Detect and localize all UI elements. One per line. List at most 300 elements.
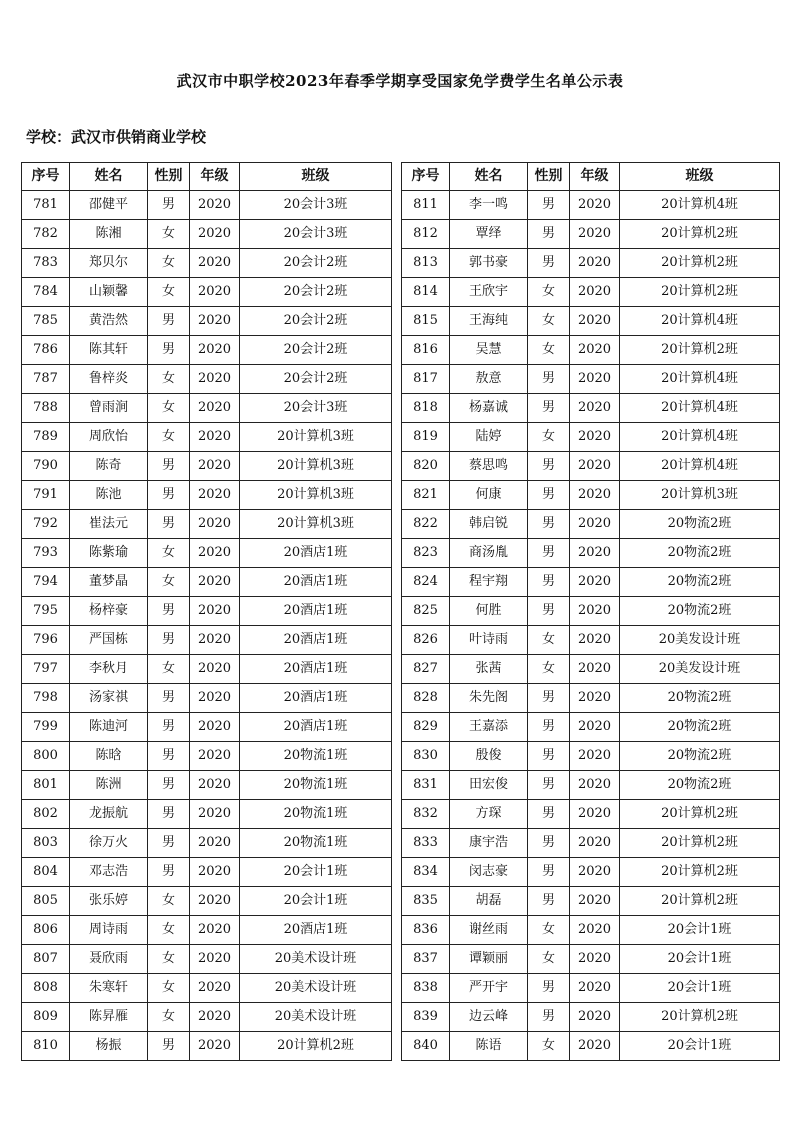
cell-name: 李一鸣	[450, 191, 528, 220]
cell-index: 810	[22, 1032, 70, 1061]
cell-class: 20计算机2班	[620, 800, 780, 829]
cell-class: 20会计2班	[240, 307, 392, 336]
table-row	[22, 829, 392, 858]
cell-index: 803	[22, 829, 70, 858]
cell-index: 813	[402, 249, 450, 278]
cell-name: 董梦晶	[70, 568, 148, 597]
cell-gender: 男	[528, 684, 570, 713]
cell-index: 824	[402, 568, 450, 597]
cell-class: 20计算机2班	[620, 887, 780, 916]
cell-grade: 2020	[190, 684, 240, 713]
cell-grade: 2020	[190, 191, 240, 220]
cell-grade: 2020	[190, 974, 240, 1003]
roster-body-right	[402, 191, 780, 1061]
cell-class: 20物流2班	[620, 713, 780, 742]
cell-class: 20计算机4班	[620, 452, 780, 481]
roster-body-left	[22, 191, 392, 1061]
cell-index: 800	[22, 742, 70, 771]
cell-name: 程宇翔	[450, 568, 528, 597]
cell-name: 陈奇	[70, 452, 148, 481]
table-row	[402, 394, 780, 423]
cell-grade: 2020	[570, 829, 620, 858]
cell-gender: 女	[528, 916, 570, 945]
cell-grade: 2020	[570, 1032, 620, 1061]
table-row	[402, 1003, 780, 1032]
table-row	[22, 510, 392, 539]
cell-index: 811	[402, 191, 450, 220]
cell-grade: 2020	[570, 365, 620, 394]
header-grade: 年级	[570, 163, 620, 191]
cell-index: 802	[22, 800, 70, 829]
header-gender: 性别	[528, 163, 570, 191]
cell-gender: 男	[528, 771, 570, 800]
table-row	[402, 220, 780, 249]
cell-index: 805	[22, 887, 70, 916]
cell-class: 20会计2班	[240, 278, 392, 307]
cell-gender: 女	[528, 307, 570, 336]
cell-name: 郭书豪	[450, 249, 528, 278]
cell-index: 807	[22, 945, 70, 974]
cell-name: 崔法元	[70, 510, 148, 539]
cell-index: 825	[402, 597, 450, 626]
cell-name: 周诗雨	[70, 916, 148, 945]
cell-gender: 男	[528, 568, 570, 597]
table-row	[22, 655, 392, 684]
table-row	[402, 713, 780, 742]
cell-grade: 2020	[190, 568, 240, 597]
table-row	[402, 336, 780, 365]
cell-class: 20会计1班	[240, 858, 392, 887]
table-row	[22, 974, 392, 1003]
cell-grade: 2020	[190, 220, 240, 249]
cell-name: 谭颖丽	[450, 945, 528, 974]
cell-gender: 女	[148, 887, 190, 916]
table-row	[402, 858, 780, 887]
cell-gender: 男	[148, 597, 190, 626]
cell-class: 20物流2班	[620, 539, 780, 568]
cell-name: 鲁梓炎	[70, 365, 148, 394]
cell-index: 794	[22, 568, 70, 597]
cell-gender: 男	[148, 713, 190, 742]
cell-name: 王欣宇	[450, 278, 528, 307]
cell-grade: 2020	[190, 452, 240, 481]
table-row	[22, 278, 392, 307]
cell-index: 798	[22, 684, 70, 713]
cell-name: 黄浩然	[70, 307, 148, 336]
cell-index: 786	[22, 336, 70, 365]
cell-index: 809	[22, 1003, 70, 1032]
cell-name: 商汤胤	[450, 539, 528, 568]
cell-name: 田宏俊	[450, 771, 528, 800]
cell-grade: 2020	[190, 1032, 240, 1061]
cell-gender: 女	[148, 220, 190, 249]
cell-name: 严国栋	[70, 626, 148, 655]
cell-name: 何康	[450, 481, 528, 510]
table-row	[22, 1003, 392, 1032]
cell-gender: 男	[148, 1032, 190, 1061]
cell-class: 20会计3班	[240, 191, 392, 220]
cell-index: 795	[22, 597, 70, 626]
cell-gender: 男	[528, 394, 570, 423]
cell-gender: 女	[148, 568, 190, 597]
cell-index: 781	[22, 191, 70, 220]
table-row	[402, 626, 780, 655]
cell-name: 蔡思鸣	[450, 452, 528, 481]
cell-name: 朱寒轩	[70, 974, 148, 1003]
cell-name: 康宇浩	[450, 829, 528, 858]
cell-index: 822	[402, 510, 450, 539]
cell-class: 20计算机4班	[620, 423, 780, 452]
table-row	[402, 423, 780, 452]
cell-gender: 女	[148, 916, 190, 945]
cell-class: 20会计1班	[620, 916, 780, 945]
cell-gender: 女	[148, 974, 190, 1003]
table-row	[22, 568, 392, 597]
cell-index: 784	[22, 278, 70, 307]
cell-grade: 2020	[570, 481, 620, 510]
cell-gender: 男	[528, 800, 570, 829]
cell-grade: 2020	[570, 974, 620, 1003]
table-row	[402, 916, 780, 945]
cell-grade: 2020	[190, 336, 240, 365]
cell-class: 20物流1班	[240, 800, 392, 829]
cell-gender: 男	[148, 800, 190, 829]
cell-grade: 2020	[190, 249, 240, 278]
cell-index: 833	[402, 829, 450, 858]
cell-class: 20物流1班	[240, 742, 392, 771]
table-row	[22, 597, 392, 626]
cell-class: 20计算机2班	[620, 278, 780, 307]
cell-grade: 2020	[190, 887, 240, 916]
cell-class: 20计算机3班	[240, 481, 392, 510]
cell-index: 817	[402, 365, 450, 394]
cell-gender: 男	[148, 510, 190, 539]
cell-gender: 男	[528, 858, 570, 887]
cell-grade: 2020	[190, 278, 240, 307]
table-row	[22, 887, 392, 916]
cell-index: 790	[22, 452, 70, 481]
cell-grade: 2020	[570, 684, 620, 713]
cell-gender: 女	[148, 394, 190, 423]
cell-gender: 男	[148, 771, 190, 800]
cell-name: 谢丝雨	[450, 916, 528, 945]
cell-class: 20物流2班	[620, 742, 780, 771]
cell-grade: 2020	[190, 800, 240, 829]
cell-name: 邵健平	[70, 191, 148, 220]
cell-grade: 2020	[190, 481, 240, 510]
cell-index: 819	[402, 423, 450, 452]
cell-index: 812	[402, 220, 450, 249]
cell-index: 801	[22, 771, 70, 800]
cell-class: 20计算机4班	[620, 191, 780, 220]
cell-gender: 女	[148, 278, 190, 307]
cell-name: 胡磊	[450, 887, 528, 916]
cell-index: 821	[402, 481, 450, 510]
cell-class: 20会计1班	[240, 887, 392, 916]
cell-class: 20会计1班	[620, 1032, 780, 1061]
cell-index: 789	[22, 423, 70, 452]
cell-index: 835	[402, 887, 450, 916]
cell-grade: 2020	[570, 858, 620, 887]
cell-name: 朱先阁	[450, 684, 528, 713]
cell-gender: 男	[148, 481, 190, 510]
cell-gender: 女	[528, 945, 570, 974]
cell-gender: 女	[148, 249, 190, 278]
table-row	[402, 307, 780, 336]
cell-index: 792	[22, 510, 70, 539]
table-row	[402, 1032, 780, 1061]
cell-grade: 2020	[570, 278, 620, 307]
cell-grade: 2020	[570, 423, 620, 452]
cell-index: 830	[402, 742, 450, 771]
cell-index: 829	[402, 713, 450, 742]
table-row	[22, 191, 392, 220]
cell-gender: 女	[148, 655, 190, 684]
cell-gender: 男	[528, 713, 570, 742]
cell-class: 20计算机3班	[620, 481, 780, 510]
table-row	[22, 713, 392, 742]
cell-name: 陈晗	[70, 742, 148, 771]
cell-grade: 2020	[190, 713, 240, 742]
cell-class: 20物流1班	[240, 829, 392, 858]
cell-class: 20酒店1班	[240, 684, 392, 713]
table-row	[402, 481, 780, 510]
cell-grade: 2020	[190, 423, 240, 452]
header-grade: 年级	[190, 163, 240, 191]
table-row	[402, 278, 780, 307]
cell-class: 20计算机2班	[620, 1003, 780, 1032]
cell-name: 陈湘	[70, 220, 148, 249]
cell-name: 陈池	[70, 481, 148, 510]
document-title: 武汉市中职学校2023年春季学期享受国家免学费学生名单公示表	[176, 72, 624, 90]
cell-name: 陈迪河	[70, 713, 148, 742]
cell-gender: 男	[148, 684, 190, 713]
cell-index: 818	[402, 394, 450, 423]
cell-name: 汤家祺	[70, 684, 148, 713]
cell-grade: 2020	[190, 365, 240, 394]
cell-class: 20计算机2班	[620, 858, 780, 887]
cell-grade: 2020	[190, 626, 240, 655]
table-row	[22, 771, 392, 800]
table-row	[402, 365, 780, 394]
cell-grade: 2020	[190, 742, 240, 771]
cell-grade: 2020	[570, 597, 620, 626]
cell-grade: 2020	[570, 713, 620, 742]
cell-name: 陈昇雁	[70, 1003, 148, 1032]
cell-name: 聂欣雨	[70, 945, 148, 974]
cell-grade: 2020	[570, 655, 620, 684]
school-label: 学校：武汉市供销商业学校	[26, 128, 207, 146]
cell-class: 20美术设计班	[240, 945, 392, 974]
cell-gender: 男	[528, 191, 570, 220]
cell-name: 方琛	[450, 800, 528, 829]
cell-index: 815	[402, 307, 450, 336]
table-row	[402, 191, 780, 220]
cell-class: 20物流2班	[620, 684, 780, 713]
cell-gender: 女	[148, 365, 190, 394]
cell-class: 20计算机2班	[240, 1032, 392, 1061]
cell-class: 20计算机3班	[240, 452, 392, 481]
cell-class: 20会计2班	[240, 249, 392, 278]
table-row	[22, 336, 392, 365]
table-row	[402, 800, 780, 829]
table-row	[402, 249, 780, 278]
cell-grade: 2020	[570, 800, 620, 829]
cell-class: 20物流2班	[620, 771, 780, 800]
cell-class: 20美发设计班	[620, 626, 780, 655]
cell-name: 张茜	[450, 655, 528, 684]
cell-class: 20计算机2班	[620, 829, 780, 858]
cell-class: 20计算机4班	[620, 394, 780, 423]
cell-name: 徐万火	[70, 829, 148, 858]
table-row	[402, 655, 780, 684]
header-row	[22, 163, 392, 191]
table-row	[22, 481, 392, 510]
cell-name: 何胜	[450, 597, 528, 626]
header-name: 姓名	[70, 163, 148, 191]
cell-class: 20计算机2班	[620, 249, 780, 278]
table-row	[22, 452, 392, 481]
cell-name: 山颖馨	[70, 278, 148, 307]
cell-gender: 男	[148, 858, 190, 887]
cell-name: 陈洲	[70, 771, 148, 800]
cell-index: 820	[402, 452, 450, 481]
cell-grade: 2020	[190, 394, 240, 423]
cell-index: 823	[402, 539, 450, 568]
cell-grade: 2020	[570, 539, 620, 568]
cell-class: 20会计2班	[240, 365, 392, 394]
cell-gender: 男	[148, 742, 190, 771]
cell-name: 张乐婷	[70, 887, 148, 916]
cell-name: 边云峰	[450, 1003, 528, 1032]
cell-grade: 2020	[190, 829, 240, 858]
cell-class: 20计算机2班	[620, 336, 780, 365]
cell-grade: 2020	[190, 1003, 240, 1032]
cell-gender: 男	[528, 829, 570, 858]
cell-name: 叶诗雨	[450, 626, 528, 655]
cell-class: 20会计1班	[620, 945, 780, 974]
cell-grade: 2020	[570, 568, 620, 597]
cell-grade: 2020	[570, 394, 620, 423]
cell-gender: 男	[528, 481, 570, 510]
header-gender: 性别	[148, 163, 190, 191]
cell-grade: 2020	[570, 191, 620, 220]
cell-class: 20美术设计班	[240, 1003, 392, 1032]
cell-gender: 男	[528, 974, 570, 1003]
table-row	[22, 365, 392, 394]
cell-name: 郑贝尔	[70, 249, 148, 278]
cell-index: 797	[22, 655, 70, 684]
cell-grade: 2020	[570, 945, 620, 974]
cell-index: 788	[22, 394, 70, 423]
cell-index: 787	[22, 365, 70, 394]
cell-gender: 女	[148, 423, 190, 452]
cell-index: 832	[402, 800, 450, 829]
cell-grade: 2020	[570, 626, 620, 655]
table-row	[22, 800, 392, 829]
cell-index: 816	[402, 336, 450, 365]
cell-index: 837	[402, 945, 450, 974]
cell-name: 杨振	[70, 1032, 148, 1061]
table-row	[22, 423, 392, 452]
cell-index: 799	[22, 713, 70, 742]
cell-gender: 女	[528, 336, 570, 365]
cell-name: 韩启锐	[450, 510, 528, 539]
cell-name: 陈紫瑜	[70, 539, 148, 568]
cell-class: 20酒店1班	[240, 713, 392, 742]
cell-grade: 2020	[190, 858, 240, 887]
cell-gender: 女	[528, 655, 570, 684]
cell-name: 敖意	[450, 365, 528, 394]
table-row	[402, 887, 780, 916]
cell-grade: 2020	[190, 539, 240, 568]
table-row	[22, 916, 392, 945]
table-row	[402, 510, 780, 539]
cell-name: 杨嘉诚	[450, 394, 528, 423]
cell-name: 龙振航	[70, 800, 148, 829]
cell-gender: 男	[528, 249, 570, 278]
cell-class: 20计算机4班	[620, 307, 780, 336]
cell-index: 783	[22, 249, 70, 278]
table-row	[22, 307, 392, 336]
cell-index: 791	[22, 481, 70, 510]
cell-index: 804	[22, 858, 70, 887]
table-row	[22, 945, 392, 974]
cell-gender: 女	[528, 423, 570, 452]
table-row	[402, 568, 780, 597]
cell-grade: 2020	[190, 597, 240, 626]
cell-gender: 男	[528, 539, 570, 568]
cell-gender: 男	[528, 887, 570, 916]
cell-class: 20物流2班	[620, 510, 780, 539]
cell-gender: 男	[528, 742, 570, 771]
cell-gender: 男	[528, 452, 570, 481]
cell-grade: 2020	[570, 1003, 620, 1032]
cell-gender: 男	[528, 597, 570, 626]
cell-gender: 男	[148, 307, 190, 336]
cell-gender: 男	[148, 829, 190, 858]
cell-index: 834	[402, 858, 450, 887]
table-row	[402, 539, 780, 568]
roster-table-right	[401, 162, 780, 1061]
cell-name: 陈语	[450, 1032, 528, 1061]
cell-gender: 男	[528, 220, 570, 249]
table-row	[402, 597, 780, 626]
cell-class: 20美发设计班	[620, 655, 780, 684]
cell-grade: 2020	[570, 249, 620, 278]
cell-grade: 2020	[190, 510, 240, 539]
table-row	[402, 742, 780, 771]
cell-gender: 男	[528, 365, 570, 394]
cell-gender: 男	[148, 336, 190, 365]
cell-class: 20物流1班	[240, 771, 392, 800]
cell-gender: 男	[148, 626, 190, 655]
cell-class: 20计算机3班	[240, 423, 392, 452]
cell-grade: 2020	[190, 771, 240, 800]
cell-class: 20酒店1班	[240, 597, 392, 626]
cell-class: 20计算机2班	[620, 220, 780, 249]
cell-class: 20计算机4班	[620, 365, 780, 394]
header-class: 班级	[240, 163, 392, 191]
cell-gender: 男	[528, 1003, 570, 1032]
cell-index: 808	[22, 974, 70, 1003]
cell-index: 836	[402, 916, 450, 945]
cell-name: 李秋月	[70, 655, 148, 684]
cell-index: 826	[402, 626, 450, 655]
cell-class: 20物流2班	[620, 597, 780, 626]
cell-index: 838	[402, 974, 450, 1003]
cell-gender: 女	[528, 626, 570, 655]
